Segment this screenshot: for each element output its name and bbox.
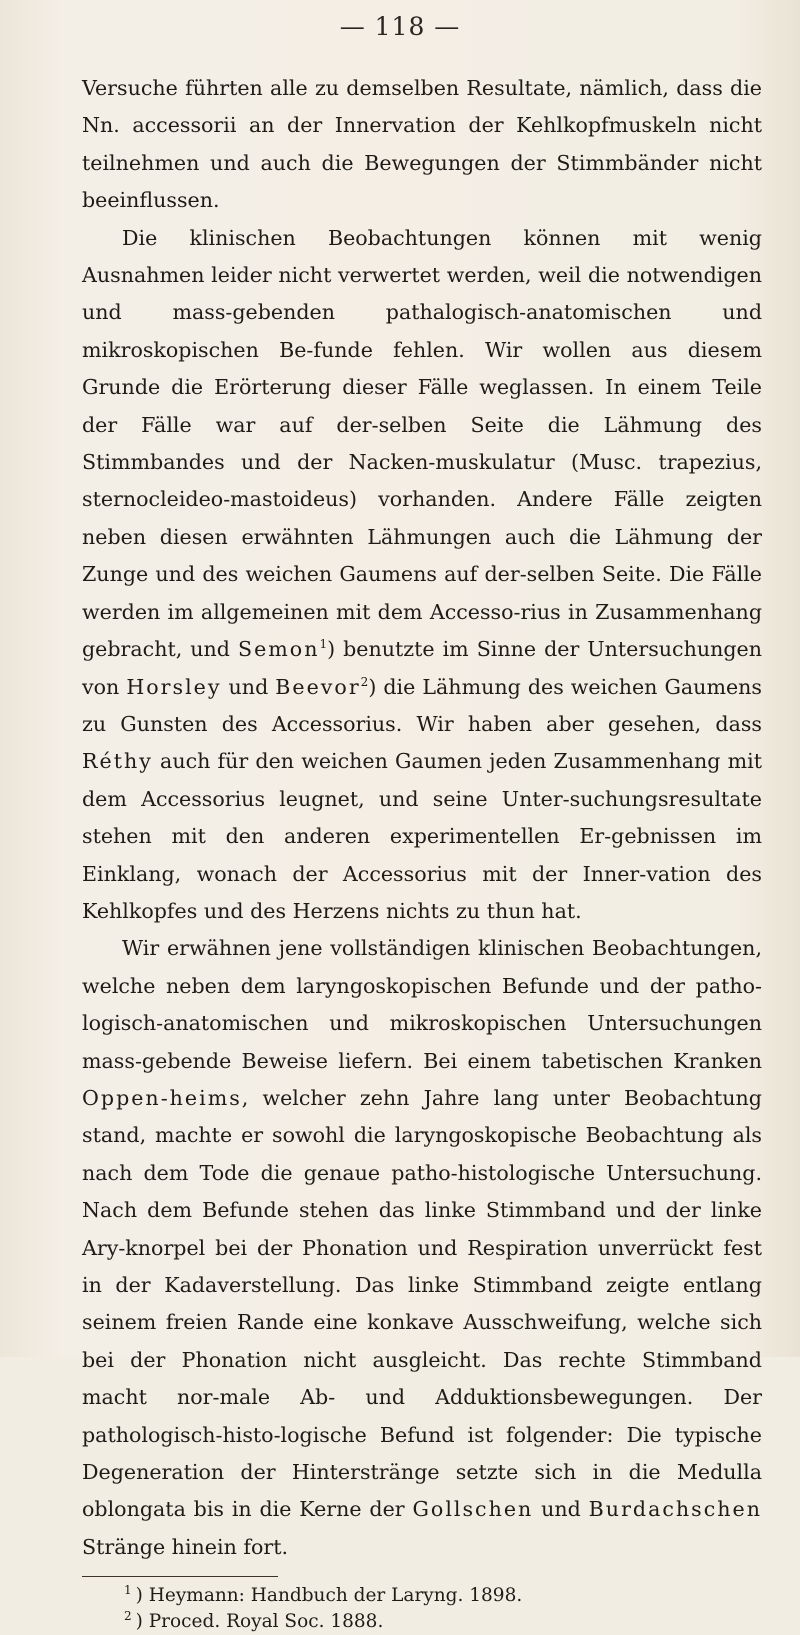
author-horsley: Horsley [126, 674, 222, 699]
author-rethy: Réthy [82, 749, 153, 774]
paragraph-3-text-a: Wir erwähnen jene vollständigen klinischen Beobachtungen, welche neben dem laryngoskopischen Befunde und der patho-logisch-anatomischen und mikroskopischen Untersuchungen mass-gebende Beweise liefern. Bei einem tabetischen Kranken [82, 936, 762, 1073]
footnote-ref-2: 2 [360, 674, 369, 689]
page-number: — 118 — [339, 12, 461, 41]
footnote-1-text: ) Heymann: Handbuch der Laryng. 1898. [135, 1585, 523, 1607]
footnote-2-text: ) Proced. Royal Soc. 1888. [135, 1611, 384, 1633]
paragraph-2-text-e: auch für den weichen Gaumen jeden Zusammenhang mit dem Accessorius leugnet, und seine Unter-suchungsresultate stehen mit den anderen experimentellen Er-gebnissen im Einklang, wonach der Accessorius mit der Inner-vation des Kehlkopfes und des Herzens nichts zu thun hat. [82, 749, 762, 923]
paragraph-3-text-c: und [533, 1497, 589, 1522]
footnote-divider [82, 1576, 278, 1577]
body-text [82, 70, 762, 1635]
paragraph-2-text-d: ) die Lähmung des weichen Gaumens zu Gunsten des Accessorius. Wir haben aber gesehen, dass [82, 674, 762, 736]
footnote-ref-1: 1 [319, 637, 328, 652]
author-oppenheim: Oppen-heims [82, 1085, 242, 1110]
footnote-1-mark: 1 [124, 1583, 132, 1598]
paragraph-2-text-b: ) benutzte im Sinne der Untersuchungen von [82, 637, 762, 699]
paragraph-2-text-c: und [221, 674, 276, 699]
paragraph-2-text-a: Die klinischen Beobachtungen können mit wenig Ausnahmen leider nicht verwertet werden, weil die notwendigen und mass-gebenden pathalogisch-anatomischen und mikroskopischen Be-funde fehlen. Wir wollen aus diesem Grunde die Erörterung dieser Fälle weglassen. In einem Teile der Fälle war auf der-selben Seite die Lähmung des Stimmbandes und der Nacken-muskulatur (Musc. trapezius, sternocleideo-mastoideus) vorhanden. Andere Fälle zeigten neben diesen erwähnten Lähmungen auch die Lähmung der Zunge und des weichen Gaumens auf der-selben Seite. Die Fälle werden im allgemeinen mit dem Accesso-rius in Zusammenhang gebracht, und [82, 225, 762, 662]
author-beevor: Beevor [275, 674, 361, 699]
author-burdach: Burdachschen [588, 1497, 762, 1522]
footnote-2-mark: 2 [124, 1609, 132, 1624]
paragraph-3-text-d: Stränge hinein fort. [82, 1534, 289, 1559]
footnote-1 [124, 1583, 762, 1609]
author-semon: Semon [237, 637, 320, 662]
paragraph-1: Versuche führten alle zu demselben Resultate, nämlich, dass die Nn. accessorii an der Innervation der Kehlkopfmuskeln nicht teilnehmen und auch die Bewegungen der Stimmbänder nicht beeinflussen. [82, 76, 762, 213]
paragraph-3-text-b: , welcher zehn Jahre lang unter Beobachtung stand, machte er sowohl die laryngoskopische Beobachtung als nach dem Tode die genaue patho-histologische Untersuchung. Nach dem Befunde stehen das linke Stimmband und der linke Ary-knorpel bei der Phonation und Respiration unverrückt fest in der Kadaverstellung. Das linke Stimmband zeigte entlang seinem freien Rande eine konkave Ausschweifung, welche sich bei der Phonation nicht ausgleicht. Das rechte Stimmband macht nor-male Ab- und Adduktionsbewegungen. Der pathologisch-histo-logische Befund ist folgender: Die typische Degeneration der Hinterstränge setzte sich in die Medulla oblongata bis in die Kerne der [82, 1085, 762, 1522]
footnotes [82, 1583, 762, 1635]
author-goll: Gollschen [412, 1497, 534, 1522]
paragraph-2 [82, 220, 762, 931]
footnote-2 [124, 1609, 762, 1635]
paragraph-3 [82, 930, 762, 1566]
